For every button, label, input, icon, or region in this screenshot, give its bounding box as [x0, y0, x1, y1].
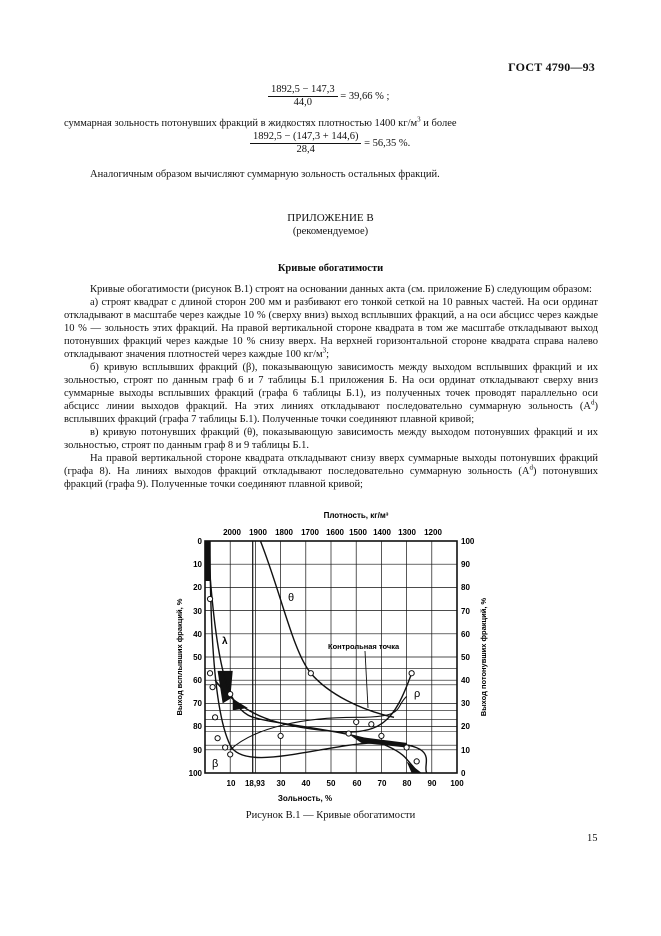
density-tick: 1300: [398, 528, 416, 537]
ash-ticks: [227, 779, 465, 788]
appendix-title: ПРИЛОЖЕНИЕ В: [287, 212, 374, 224]
ash-tick: 30: [276, 779, 286, 788]
section-heading: Кривые обогатимости: [277, 263, 384, 274]
density-axis-title: Плотность, кг/м³: [323, 511, 389, 520]
sinks-tick: 80: [461, 583, 470, 592]
floats-tick: 0: [197, 537, 202, 546]
curve-point-marker: [278, 733, 283, 738]
formula-1: [268, 84, 389, 109]
hatched-block: [205, 541, 210, 581]
floats-tick: 10: [193, 560, 202, 569]
sinks-tick: 0: [461, 769, 466, 778]
floats-yield-axis-title: Выход всплывших фракций, %: [175, 598, 184, 716]
sinks-tick: 30: [461, 699, 470, 708]
curve-point-marker: [409, 671, 414, 676]
paragraph-a: а) строят квадрат с длиной сторон 200 мм и разбивают его тонкой сеткой на 10 равных частей. На оси ординат откладывают в масштабе через каждые 10 % (сверху вниз) выход всплывших фракций, а на оси абсцисс через каждые 10 % — зольность этих фракций. На правой вертикальной стороне квадрата в том же масштабе откладывают выход потонувших фракций через каждые 10 % снизу вверх. На верхней горизонтальной стороне квадрата справа налево откладывают значения плотностей через каждые 100 $кг/м^3$;: [64, 297, 598, 360]
ash-tick: 90: [427, 779, 437, 788]
formula-1-denominator: 44,0: [293, 97, 313, 108]
curve-point-marker: [228, 752, 233, 757]
washability-curves-figure: [160, 505, 500, 805]
paragraph-c: в) кривую потонувших фракций (θ), показывающую зависимость между выходом потонувших фракций и их зольностью, строят по данным граф 8 и 9 таблицы Б.1.: [64, 427, 598, 451]
ash-tick: 10: [226, 779, 236, 788]
formula-2: [250, 131, 410, 156]
floats-tick: 90: [193, 746, 202, 755]
floats-tick: 100: [188, 769, 202, 778]
ash-tick: 40: [301, 779, 311, 788]
floats-tick: 30: [193, 607, 202, 616]
rho-curve-label: ρ: [414, 688, 421, 700]
rho-curve: [215, 673, 412, 732]
sinks-tick: 20: [461, 722, 470, 731]
curve-point-marker: [223, 745, 228, 750]
paragraph-b: б) кривую всплывших фракций (β), показывающую зависимость между выходом всплывших фракций и их зольностью, строят по данным граф 6 и 7 таблицы Б.1 приложения Б. На оси ординат откладывают сверху вниз суммарные выходы всплывших фракций (графа 6 таблицы Б.1), из полученных точек проводят параллельно оси абсцисс линии выходов фракций. На этих линиях откладывают последовательно суммарную зольность $(A^d)$ всплывших фракций (графа 7 таблицы Б.1). Полученные точки соединяют плавной кривой;: [64, 362, 598, 425]
curve-point-marker: [215, 736, 220, 741]
formula-2-result: = 56,35 %.: [361, 137, 411, 149]
curve-point-marker: [404, 745, 409, 750]
floats-yield-ticks: [189, 537, 203, 778]
floats-tick: 70: [193, 699, 202, 708]
ash-tick: 70: [377, 779, 387, 788]
floats-tick: 60: [193, 676, 202, 685]
curve-point-marker: [210, 685, 215, 690]
control-point-leader: [365, 651, 368, 708]
sinks-yield-ticks: [461, 537, 475, 778]
theta-curve-label: θ: [288, 592, 295, 604]
curve-point-marker: [379, 733, 384, 738]
text-line-1: суммарная зольность потонувших фракций в жидкостях плотностью 1400 $кг/м^3$ и более: [64, 115, 457, 129]
density-tick: 1400: [373, 528, 391, 537]
curve-point-marker: [228, 692, 233, 697]
sinks-tick: 90: [461, 560, 470, 569]
curve-point-marker: [308, 671, 313, 676]
curve-point-marker: [414, 759, 419, 764]
formula-2-numerator: 1892,5 − (147,3 + 144,6): [250, 131, 361, 144]
control-point-label: Контрольная точка: [328, 642, 400, 651]
paragraph-1: Кривые обогатимости (рисунок В.1) строят на основании данных акта (см. приложение Б) следующим образом:: [90, 284, 592, 295]
density-tick: 1800: [275, 528, 293, 537]
curve-point-marker: [207, 596, 212, 601]
ash-tick: 100: [450, 779, 464, 788]
floats-tick: 50: [193, 653, 202, 662]
sinks-yield-axis-title: Выход потонувших фракций, %: [479, 597, 488, 717]
density-tick: 1600: [326, 528, 344, 537]
curve-point-marker: [369, 722, 374, 727]
density-ticks: [223, 528, 442, 537]
figure-caption: Рисунок В.1 — Кривые обогатимости: [245, 810, 416, 821]
ash-tick: 18,93: [244, 779, 266, 788]
beta-curve-label: β: [212, 758, 219, 770]
ash-tick: 80: [402, 779, 412, 788]
ash-tick: 60: [352, 779, 362, 788]
text-analog: Аналогичным образом вычисляют суммарную зольность остальных фракций.: [90, 169, 440, 180]
curve-point-marker: [346, 731, 351, 736]
sinks-tick: 10: [461, 746, 470, 755]
page-number: 15: [587, 833, 598, 844]
lambda-curve-label: λ: [222, 636, 228, 647]
floats-tick: 80: [193, 722, 202, 731]
sinks-tick: 40: [461, 676, 470, 685]
paragraph-d: На правой вертикальной стороне квадрата откладывают снизу вверх суммарные выходы потонувших фракций (графа 8). На линиях выходов фракций откладывают последовательно суммарную зольность $(A^d)$ потонувших фракций (графа 9). Полученные точки соединяют плавной кривой;: [64, 453, 598, 490]
density-tick: 2000: [223, 528, 241, 537]
ash-tick: 50: [326, 779, 336, 788]
body-text: [64, 283, 598, 491]
formula-1-result: = 39,66 % ;: [337, 90, 390, 102]
curve-point-marker: [212, 715, 217, 720]
curve-point-marker: [207, 671, 212, 676]
sinks-tick: 100: [461, 537, 475, 546]
density-tick: 1900: [249, 528, 267, 537]
curve-point-marker: [354, 719, 359, 724]
density-tick: 1200: [424, 528, 442, 537]
sinks-tick: 50: [461, 653, 470, 662]
ash-axis-title: Зольность, %: [277, 794, 333, 803]
sinks-tick: 60: [461, 630, 470, 639]
standard-number: ГОСТ 4790—93: [508, 60, 595, 74]
density-tick: 1500: [349, 528, 367, 537]
formula-1-numerator: 1892,5 − 147,3: [268, 84, 338, 97]
density-tick: 1700: [301, 528, 319, 537]
floats-tick: 40: [193, 630, 202, 639]
sinks-tick: 70: [461, 607, 470, 616]
formula-2-denominator: 28,4: [296, 144, 315, 155]
appendix-subtitle: (рекомендуемое): [292, 226, 369, 237]
floats-tick: 20: [193, 583, 202, 592]
plot-grid: [205, 541, 457, 773]
